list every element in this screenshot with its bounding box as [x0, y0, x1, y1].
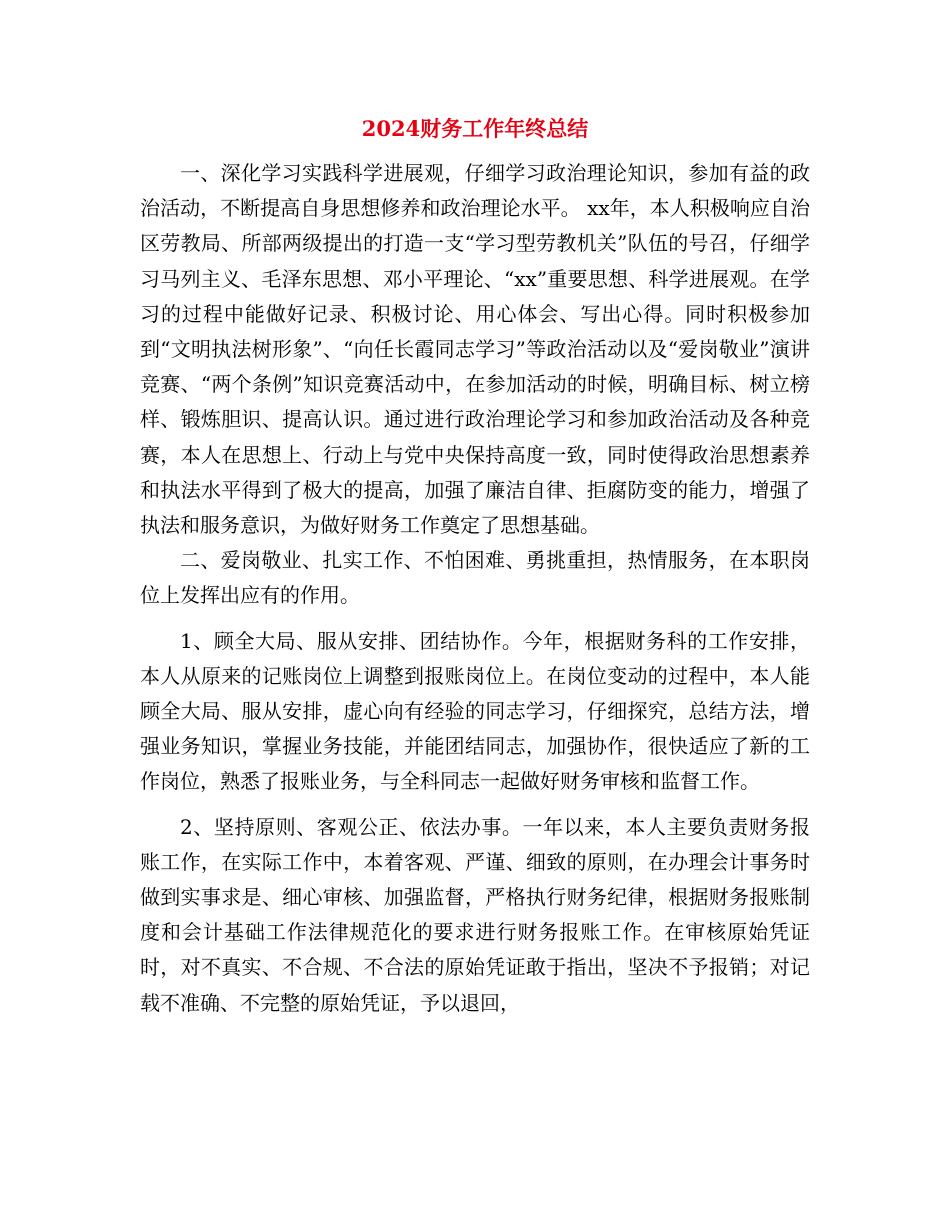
paragraph-4: 2、坚持原则、客观公正、依法办事。一年以来，本人主要负责财务报账工作，在实际工作中，本着客观、严谨、细致的原则，在办理会计事务时做到实事求是、细心审核、加强监督，严格执行财务纪律，根据财务报账制度和会计基础工作法律规范化的要求进行财务报账工作。在审核原始凭证时，对不真实、不合规、不合法的原始凭证敢于指出，坚决不予报销；对记载不准确、不完整的原始凭证，予以退回，	[140, 814, 810, 1015]
paragraph-2: 二、爱岗敬业、扎实工作、不怕困难、勇挑重担，热情服务，在本职岗位上发挥出应有的作用。	[140, 548, 810, 608]
document-body	[140, 156, 810, 1021]
paragraph-1: 一、深化学习实践科学进展观，仔细学习政治理论知识，参加有益的政治活动，不断提高自身思想修养和政治理论水平。 xx年，本人积极响应自治区劳教局、所部两级提出的打造一支“学习型劳教机关”队伍的号召，仔细学习马列主义、毛泽东思想、邓小平理论、“xx”重要思想、科学进展观。在学习的过程中能做好记录、积极讨论、用心体会、写出心得。同时积极参加到“文明执法树形象”、“向任长霞同志学习”等政治活动以及“爱岗敬业”演讲竞赛、“两个条例”知识竞赛活动中，在参加活动的时候，明确目标、树立榜样、锻炼胆识、提高认识。通过进行政治理论学习和参加政治活动及各种竞赛，本人在思想上、行动上与党中央保持高度一致，同时使得政治思想素养和执法水平得到了极大的提高，加强了廉洁自律、拒腐防变的能力，增强了执法和服务意识，为做好财务工作奠定了思想基础。	[140, 161, 810, 538]
paragraph-3: 1、顾全大局、服从安排、团结协作。今年，根据财务科的工作安排，本人从原来的记账岗位上调整到报账岗位上。在岗位变动的过程中，本人能顾全大局、服从安排，虚心向有经验的同志学习，仔细探究，总结方法，增强业务知识，掌握业务技能，并能团结同志，加强协作，很快适应了新的工作岗位，熟悉了报账业务，与全科同志一起做好财务审核和监督工作。	[140, 628, 810, 794]
document-title: 2024财务工作年终总结	[361, 116, 589, 141]
